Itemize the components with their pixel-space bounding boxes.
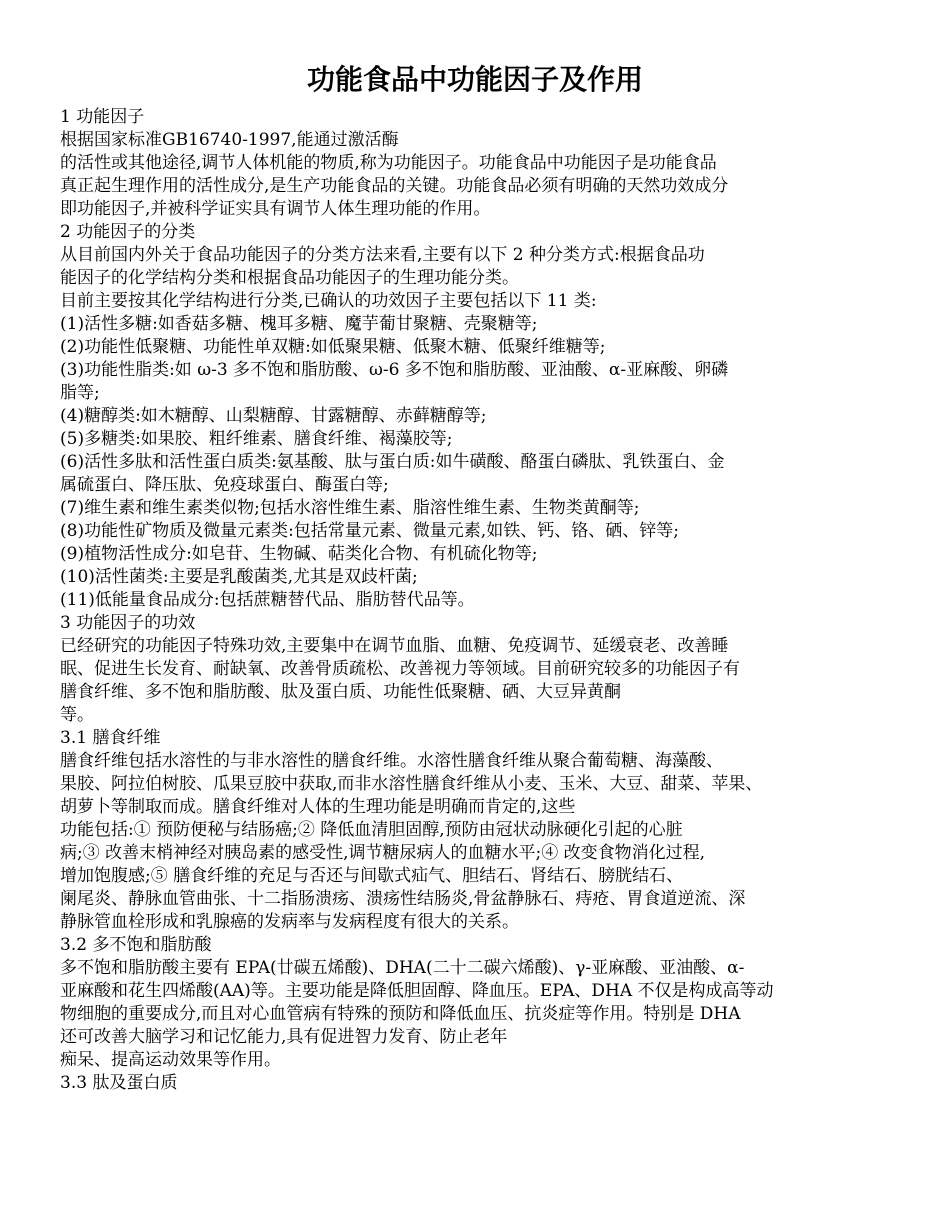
text-line: 多不饱和脂肪酸主要有 EPA(廿碳五烯酸)、DHA(二十二碳六烯酸)、γ-亚麻酸、亚油酸、α- xyxy=(60,958,745,978)
text-line: 从目前国内外关于食品功能因子的分类方法来看,主要有以下 2 种分类方式:根据食品功 xyxy=(60,245,705,265)
text-line: 亚麻酸和花生四烯酸(AA)等。主要功能是降低胆固醇、降血压。EPA、DHA 不仅是构成高等动 xyxy=(60,981,774,1001)
text-line: 已经研究的功能因子特殊功效,主要集中在调节血脂、血糖、免疫调节、延缓衰老、改善睡 xyxy=(60,636,729,656)
text-line: 胡萝卜等制取而成。膳食纤维对人体的生理功能是明确而肯定的,这些 xyxy=(60,797,576,817)
text-line: 等。 xyxy=(60,705,94,725)
text-line: 真正起生理作用的活性成分,是生产功能食品的关键。功能食品必须有明确的天然功效成分 xyxy=(60,176,729,196)
text-line: 3 功能因子的功效 xyxy=(60,613,196,633)
text-line: 阑尾炎、静脉血管曲张、十二指肠溃疡、溃疡性结肠炎,骨盆静脉石、痔疮、胃食道逆流、深 xyxy=(60,889,746,909)
text-line: 病;③ 改善末梢神经对胰岛素的感受性,调节糖尿病人的血糖水平;④ 改变食物消化过程, xyxy=(60,843,706,863)
text-line: 3.1 膳食纤维 xyxy=(60,728,161,748)
text-line: 属硫蛋白、降压肽、免疫球蛋白、酶蛋白等; xyxy=(60,475,389,495)
document-title: 功能食品中功能因子及作用 xyxy=(306,63,643,96)
document-body xyxy=(60,106,920,1095)
text-line: 3.3 肽及蛋白质 xyxy=(60,1073,178,1093)
text-line: (2)功能性低聚糖、功能性单双糖:如低聚果糖、低聚木糖、低聚纤维糖等; xyxy=(60,337,606,357)
text-line: 物细胞的重要成分,而且对心血管病有特殊的预防和降低血压、抗炎症等作用。特别是 DHA xyxy=(60,1004,741,1024)
text-line: 2 功能因子的分类 xyxy=(60,222,196,242)
text-line: 3.2 多不饱和脂肪酸 xyxy=(60,935,212,955)
text-line: 功能包括:① 预防便秘与结肠癌;② 降低血清胆固醇,预防由冠状动脉硬化引起的心脏 xyxy=(60,820,683,840)
text-line: 静脉管血栓形成和乳腺癌的发病率与发病程度有很大的关系。 xyxy=(60,912,519,932)
text-line: 目前主要按其化学结构进行分类,已确认的功效因子主要包括以下 11 类: xyxy=(60,291,597,311)
text-line: (11)低能量食品成分:包括蔗糖替代品、脂肪替代品等。 xyxy=(60,590,475,610)
text-line: 能因子的化学结构分类和根据食品功能因子的生理功能分类。 xyxy=(60,268,519,288)
text-line: (3)功能性脂类:如 ω-3 多不饱和脂肪酸、ω-6 多不饱和脂肪酸、亚油酸、α-亚麻酸、卵磷 xyxy=(60,360,729,380)
text-line: 痴呆、提高运动效果等作用。 xyxy=(60,1050,281,1070)
text-line: (7)维生素和维生素类似物;包括水溶性维生素、脂溶性维生素、生物类黄酮等; xyxy=(60,498,640,518)
text-line: (6)活性多肽和活性蛋白质类:氨基酸、肽与蛋白质:如牛磺酸、酪蛋白磷肽、乳铁蛋白、金 xyxy=(60,452,725,472)
text-line: (8)功能性矿物质及微量元素类:包括常量元素、微量元素,如铁、钙、铬、硒、锌等; xyxy=(60,521,679,541)
text-line: 还可改善大脑学习和记忆能力,具有促进智力发育、防止老年 xyxy=(60,1027,508,1047)
text-line: (5)多糖类:如果胶、粗纤维素、膳食纤维、褐藻胶等; xyxy=(60,429,453,449)
text-line: 的活性或其他途径,调节人体机能的物质,称为功能因子。功能食品中功能因子是功能食品 xyxy=(60,153,717,173)
text-line: (4)糖醇类:如木糖醇、山梨糖醇、甘露糖醇、赤藓糖醇等; xyxy=(60,406,487,426)
text-line: 即功能因子,并被科学证实具有调节人体生理功能的作用。 xyxy=(60,199,491,219)
text-line: 1 功能因子 xyxy=(60,107,145,127)
text-line: 根据国家标准GB16740-1997,能通过激活酶 xyxy=(60,130,399,150)
text-line: 膳食纤维包括水溶性的与非水溶性的膳食纤维。水溶性膳食纤维从聚合葡萄糖、海藻酸、 xyxy=(60,751,723,771)
text-line: 果胶、阿拉伯树胶、瓜果豆胶中获取,而非水溶性膳食纤维从小麦、玉米、大豆、甜菜、苹果、 xyxy=(60,774,763,794)
text-line: 增加饱腹感;⑤ 膳食纤维的充足与否还与间歇式疝气、胆结石、肾结石、膀胱结石、 xyxy=(60,866,684,886)
text-line: 膳食纤维、多不饱和脂肪酸、肽及蛋白质、功能性低聚糖、硒、大豆异黄酮 xyxy=(60,682,621,702)
text-line: (10)活性菌类:主要是乳酸菌类,尤其是双歧杆菌; xyxy=(60,567,418,587)
text-line: 眠、促进生长发育、耐缺氧、改善骨质疏松、改善视力等领域。目前研究较多的功能因子有 xyxy=(60,659,740,679)
text-line: 脂等; xyxy=(60,383,100,403)
text-line: (1)活性多糖:如香菇多糖、槐耳多糖、魔芋葡甘聚糖、壳聚糖等; xyxy=(60,314,538,334)
text-line: (9)植物活性成分:如皂苷、生物碱、萜类化合物、有机硫化物等; xyxy=(60,544,538,564)
